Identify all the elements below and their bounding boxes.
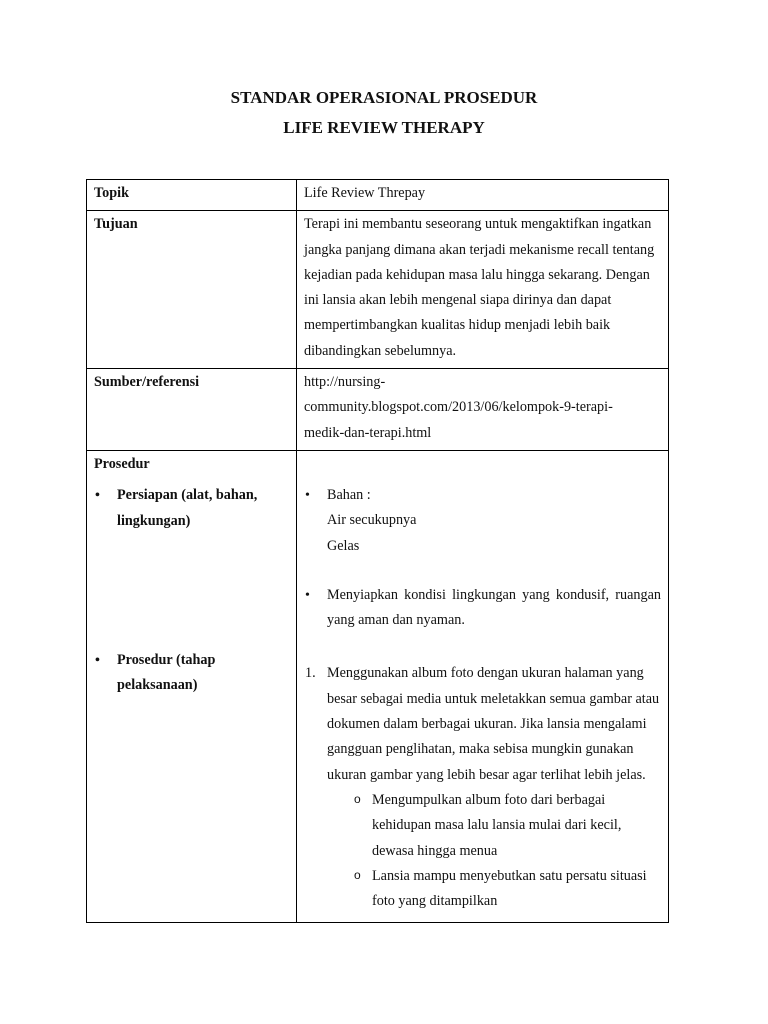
persiapan-item: • Persiapan (alat, bahan, lingkungan) [94, 483, 277, 534]
lingkungan-item: • Menyiapkan kondisi lingkungan yang kondusif, ruangan yang aman dan nyaman. [304, 583, 661, 634]
topik-value: Life Review Threpay [297, 180, 669, 211]
sub-bullet-icon: o [354, 867, 361, 882]
step-1-text: Menggunakan album foto dengan ukuran halaman yang besar sebagai media untuk meletakkan semua gambar atau dokumen dalam berbagai ukuran. Jika lansia mengalami gangguan penglihatan, maka sebisa mungkin gunakan ukuran gambar yang lebih besar agar terlihat lebih jelas. [327, 665, 660, 783]
table-row-sumber [87, 369, 669, 451]
sub-item-2 [304, 864, 661, 915]
sub-item-1 [304, 788, 661, 864]
prosedur-label: Prosedur [94, 455, 150, 472]
sumber-value [297, 369, 669, 451]
bahan-label: • Bahan : [327, 486, 371, 503]
prosedur-left-cell [87, 450, 297, 922]
sub-bullet-icon: o [354, 791, 361, 806]
sumber-url-line-2: community.blogspot.com/2013/06/kelompok-9-terapi- [304, 399, 613, 416]
sop-table [86, 179, 669, 923]
sumber-url-line-1: http://nursing- [304, 374, 386, 391]
table-row-tujuan [87, 211, 669, 369]
step-1-number: 1. [305, 665, 316, 682]
document-title: STANDAR OPERASIONAL PROSEDUR [230, 88, 538, 107]
sub-item-1-text: Mengumpulkan album foto dari berbagai kehidupan masa lalu lansia mulai dari kecil, dewasa hingga menua [372, 791, 622, 859]
table-row-topik [87, 180, 669, 211]
step-1 [304, 661, 661, 787]
tujuan-label: Tujuan [87, 211, 297, 369]
sub-item-2-text: Lansia mampu menyebutkan satu persatu situasi foto yang ditampilkan [372, 867, 658, 910]
tahap-item: • Prosedur (tahap pelaksanaan) [94, 648, 247, 699]
table-row-prosedur [87, 450, 669, 922]
sumber-label: Sumber/referensi [87, 369, 297, 451]
topik-label: Topik [87, 180, 297, 211]
bahan-item-air: Air secukupnya [327, 512, 417, 529]
bahan-item-gelas: Gelas [327, 537, 360, 554]
document-subtitle: LIFE REVIEW THERAPY [283, 118, 485, 137]
prosedur-right-cell [297, 450, 669, 922]
sumber-url-line-3: medik-dan-terapi.html [304, 424, 432, 441]
bahan-item [304, 483, 661, 559]
tujuan-value: Terapi ini membantu seseorang untuk mengaktifkan ingatkan jangka panjang dimana akan terjadi mekanisme recall tentang kejadian pada kehidupan masa lalu hingga sekarang. Dengan ini lansia akan lebih mengenal siapa dirinya dan dapat mempertimbangkan kualitas hidup menjadi lebih baik dibandingkan sebelumnya. [297, 211, 669, 369]
